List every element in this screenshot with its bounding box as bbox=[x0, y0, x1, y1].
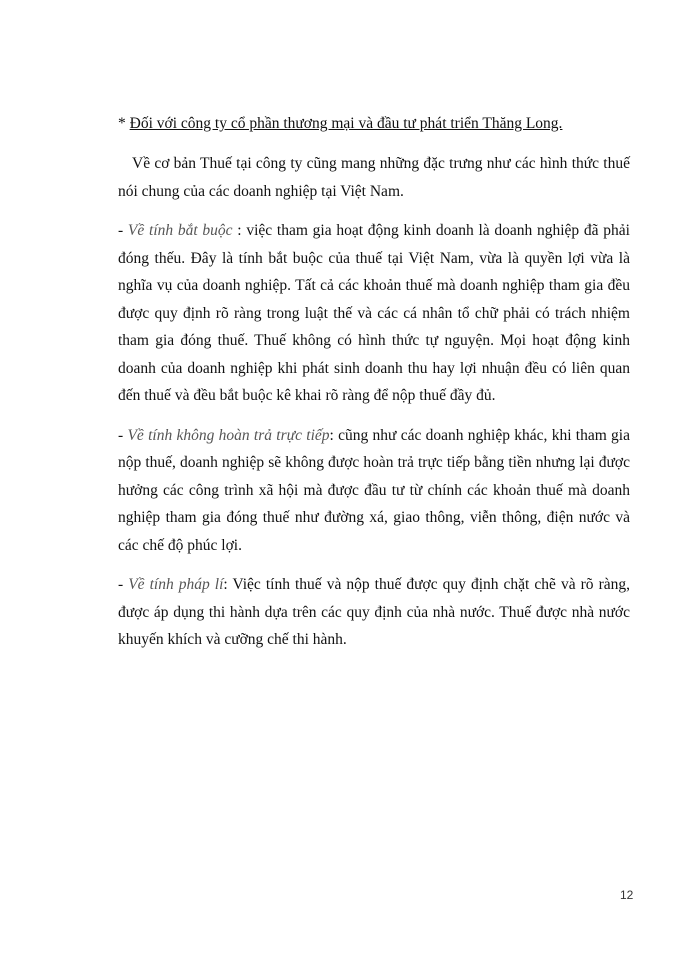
section-dash: - bbox=[118, 426, 128, 444]
section-dash: - bbox=[118, 222, 128, 239]
section-paragraph-non-refundable bbox=[118, 422, 630, 560]
intro-paragraph: Về cơ bản Thuế tại công ty cũng mang những đặc trưng như các hình thức thuế nói chung của các doanh nghiệp tại Việt Nam. bbox=[118, 155, 630, 200]
section-dash: - bbox=[118, 576, 129, 593]
section-paragraph-legal bbox=[118, 571, 630, 654]
heading-bullet: * bbox=[118, 115, 130, 132]
section-paragraph-mandatory bbox=[118, 217, 630, 410]
section-term: Về tính bắt buộc bbox=[127, 222, 233, 239]
section-body: : việc tham gia hoạt động kinh doanh là doanh nghiệp đã phải đóng thếu. Đây là tính bắt buộc của thuế tại Việt Nam, vừa là quyền lợi vừa là nghĩa vụ của doanh nghiệp. Tất cả các khoản thuế mà doanh nghiệp tham gia đều được quy định rõ ràng trong luật thế và các cá nhân tổ chữ phải có trách nhiệm tham gia đóng thuế. Thuế không có hình thức tự nguyện. Mọi hoạt động kinh doanh của doanh nghiệp khi phát sinh doanh thu hay lợi nhuận đều có liên quan đến thuế và đều bắt buộc kê khai rõ ràng để nộp thuế đầy đủ. bbox=[118, 222, 630, 404]
section-term: Về tính không hoàn trả trực tiếp bbox=[127, 426, 330, 444]
heading-title: Đối với công ty cổ phần thương mại và đầu tư phát triển Thăng Long. bbox=[129, 115, 563, 132]
section-body: : Việc tính thuế và nộp thuế được quy định chặt chẽ và rõ ràng, được áp dụng thi hành dựa trên các quy định của nhà nước. Thuế được nhà nước khuyến khích và cưỡng chế thi hành. bbox=[118, 576, 630, 648]
page-number: 12 bbox=[620, 888, 634, 902]
section-heading bbox=[118, 112, 618, 136]
section-term: Về tính pháp lí bbox=[128, 576, 224, 593]
document-body bbox=[118, 150, 630, 666]
section-body: : cũng như các doanh nghiệp khác, khi tham gia nộp thuế, doanh nghiệp sẽ không được hoàn trả trực tiếp bằng tiền nhưng lại được hưởng các công trình xã hội mà được đầu tư từ chính các khoản thuế mà doanh nghiệp tham gia đóng thuế như đường xá, giao thông, viễn thông, điện nước và các chế độ phúc lợi. bbox=[118, 426, 630, 554]
